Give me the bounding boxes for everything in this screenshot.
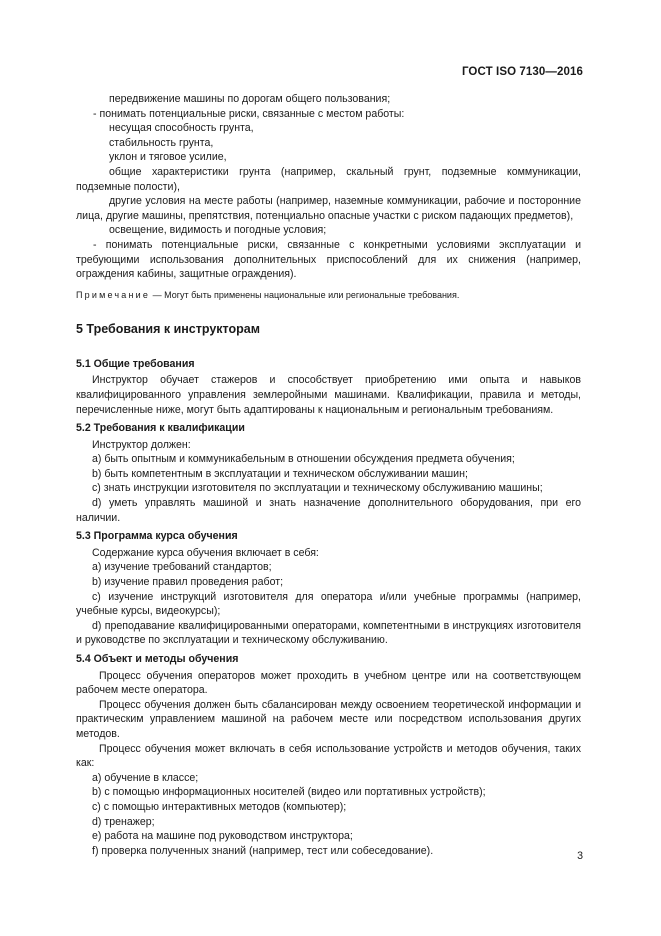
section-5-1-text: Инструктор обучает стажеров и способствует приобретению ими опыта и навыков квалифицированного управления землеройными машинами. Квалификации, правила и методы, перечисленные ниже, могут быть адаптированы к национальным и региональным требованиям. xyxy=(76,374,581,416)
section-5-4-para-3: Процесс обучения может включать в себя использование устройств и методов обучения, таких как: xyxy=(76,742,581,770)
section-5-4-item-d: d) тренажер; xyxy=(92,815,155,828)
intro-line-2: - понимать потенциальные риски, связанные с местом работы: xyxy=(93,107,405,120)
intro-line-3: несущая способность грунта, xyxy=(109,122,254,135)
page-content xyxy=(76,92,581,858)
section-5-2-item-b: b) быть компетентным в эксплуатации и техническом обслуживании машин; xyxy=(92,467,468,480)
section-5-2-item-d: d) уметь управлять машиной и знать назначение дополнительного оборудования, при его наличии. xyxy=(76,497,581,524)
section-5-4-item-a: а) обучение в классе; xyxy=(92,771,199,784)
note xyxy=(76,289,581,301)
intro-line-5: уклон и тяговое усилие, xyxy=(109,151,227,164)
section-5-4-item-e: e) работа на машине под руководством инструктора; xyxy=(92,830,353,843)
document-code: ГОСТ ISO 7130—2016 xyxy=(461,66,583,78)
section-5-4-para-2: Процесс обучения должен быть сбалансирован между освоением теоретической информации и практическим управлением машиной на рабочем месте или посредством использования других методов. xyxy=(76,698,581,740)
intro-line-6: общие характеристики грунта (например, скальный грунт, подземные коммуникации, подземные полости), xyxy=(76,165,581,193)
section-5-1-title: 5.1 Общие требования xyxy=(76,357,195,370)
section-5-3-item-d: d) преподавание квалифицированными операторами, компетентными в инструкциях изготовителя и руководстве по эксплуатации и техническому обслуживанию. xyxy=(76,619,581,647)
section-5-3-item-a: а) изучение требований стандартов; xyxy=(92,561,272,574)
section-5-4-item-f: f) проверка полученных знаний (например, тест или собеседование). xyxy=(92,844,434,857)
section-5-2-title: 5.2 Требования к квалификации xyxy=(76,422,245,435)
intro-line-8: освещение, видимость и погодные условия; xyxy=(109,224,327,237)
section-5-2-lead: Инструктор должен: xyxy=(92,438,191,451)
section-5-2-item-a: а) быть опытным и коммуникабельным в отношении обсуждения предмета обучения; xyxy=(92,453,515,466)
section-5-4-para-1: Процесс обучения операторов может проходить в учебном центре или на соответствующем рабочем месте оператора. xyxy=(76,669,581,697)
section-5-3-lead: Содержание курса обучения включает в себя: xyxy=(92,546,319,559)
section-5-4-title: 5.4 Объект и методы обучения xyxy=(76,653,239,665)
note-label: Примечание xyxy=(76,289,151,300)
intro-line-1: передвижение машины по дорогам общего пользования; xyxy=(109,93,391,105)
section-5-3-item-b: b) изучение правил проведения работ; xyxy=(92,576,284,589)
section-5-4-item-b: b) с помощью информационных носителей (видео или портативных устройств); xyxy=(92,786,486,799)
section-5-3-item-c: c) изучение инструкций изготовителя для оператора и/или учебные программы (например, учебные курсы, видеокурсы); xyxy=(76,590,581,618)
section-5-2-item-c: c) знать инструкции изготовителя по эксплуатации и техническому обслуживанию машины; xyxy=(92,482,543,495)
intro-line-7: другие условия на месте работы (например, наземные коммуникации, рабочие и посторонние лица, другие машины, препятствия, потенциально опасные участки с риском падающих предметов), xyxy=(76,195,581,222)
intro-line-9: - понимать потенциальные риски, связанные с конкретными условиями эксплуатации и требующими использования дополнительных приспособлений для их снижения (например, ограждения кабины, защитные ограждения). xyxy=(76,238,581,281)
note-text: — Могут быть применены национальные или региональные требования. xyxy=(150,289,460,300)
page-number: 3 xyxy=(577,850,583,862)
section-5-title: 5 Требования к инструкторам xyxy=(76,321,260,336)
section-5-3-title: 5.3 Программа курса обучения xyxy=(76,530,238,543)
intro-line-4: стабильность грунта, xyxy=(109,136,214,149)
section-5-4-item-c: c) с помощью интерактивных методов (компьютер); xyxy=(92,800,347,813)
